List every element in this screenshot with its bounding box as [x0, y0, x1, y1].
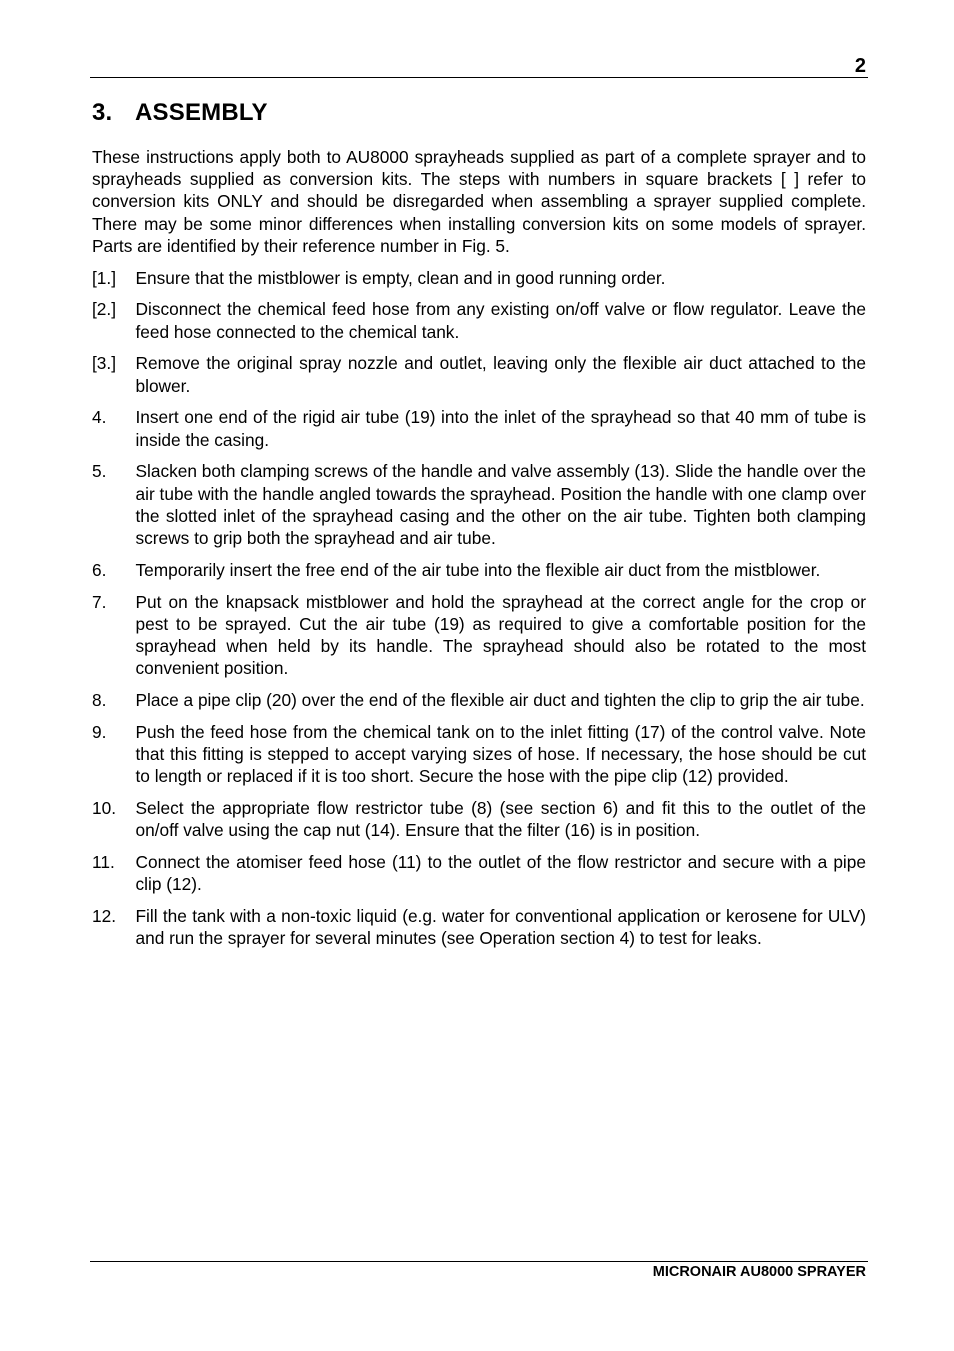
step-text: Place a pipe clip (20) over the end of the flexible air duct and tighten the clip to grip the air tube.	[135, 690, 865, 711]
step-item	[92, 797, 866, 841]
assembly-steps	[92, 267, 866, 950]
step-item	[92, 267, 866, 289]
step-text: Put on the knapsack mistblower and hold the sprayhead at the correct angle for the crop or pest to be sprayed. Cut the air tube (19) as required to give a comfortable position for the sprayhead when held by its handle. The sprayhead should also be rotated to the most convenient position.	[135, 591, 866, 679]
step-item	[92, 905, 866, 949]
step-text: Select the appropriate flow restrictor tube (8) (see section 6) and fit this to the outlet of the on/off valve using the cap nut (14). Ensure that the filter (16) is in position.	[135, 798, 866, 841]
step-item	[92, 406, 866, 450]
section-title: ASSEMBLY	[135, 99, 268, 126]
step-number: 7.	[92, 591, 107, 612]
step-number: 11.	[92, 852, 115, 873]
step-item	[92, 591, 866, 680]
footer-title: MICRONAIR AU8000 SPRAYER	[652, 1264, 866, 1280]
step-item	[92, 352, 866, 396]
step-item	[92, 721, 866, 788]
step-item	[92, 460, 866, 549]
step-item	[92, 689, 866, 711]
step-number: 8.	[92, 690, 107, 711]
step-text: Temporarily insert the free end of the air tube into the flexible air duct from the mistblower.	[135, 559, 821, 580]
step-number: [2.]	[92, 299, 117, 320]
step-number: [3.]	[92, 353, 117, 374]
intro-paragraph: These instructions apply both to AU8000 sprayheads supplied as part of a complete sprayer and to sprayheads supplied as conversion kits. The steps with numbers in square brackets [ ] refer to conversion kits ONLY and should be disregarded when assembling a sprayer supplied complete. There may be some minor differences when installing conversion kits on some models of sprayer. Parts are identified by their reference number in Fig. 5.	[92, 147, 866, 256]
step-text: Fill the tank with a non-toxic liquid (e.g. water for conventional application or kerosene for ULV) and run the sprayer for several minutes (see Operation section 4) to test for leaks.	[135, 906, 866, 949]
step-text: Slacken both clamping screws of the handle and valve assembly (13). Slide the handle over the air tube with the handle angled towards the sprayhead. Position the handle with one clamp over the slotted inlet of the sprayhead casing and the other on the air tube. Tighten both clamping screws to grip both the sprayhead and air tube.	[135, 461, 866, 549]
step-text: Ensure that the mistblower is empty, clean and in good running order.	[135, 267, 666, 288]
page-content	[92, 146, 866, 959]
step-number: 10.	[92, 798, 117, 819]
step-number: 12.	[92, 906, 117, 927]
step-number: 4.	[92, 407, 107, 428]
step-item	[92, 559, 866, 581]
step-text: Connect the atomiser feed hose (11) to the outlet of the flow restrictor and secure with a pipe clip (12).	[135, 852, 866, 895]
step-text: Insert one end of the rigid air tube (19) into the inlet of the sprayhead so that 40 mm of tube is inside the casing.	[135, 407, 866, 450]
header-rule	[90, 77, 868, 78]
step-item	[92, 298, 866, 342]
step-number: [1.]	[92, 267, 117, 288]
section-number: 3.	[92, 99, 113, 126]
step-text: Push the feed hose from the chemical tank on to the inlet fitting (17) of the control valve. Note that this fitting is stepped to accept varying sizes of hose. If necessary, the hose should be cut to length or replaced if it is too short. Secure the hose with the pipe clip (12) provided.	[135, 721, 866, 787]
page-number: 2	[854, 55, 866, 77]
section-heading	[92, 98, 268, 128]
step-number: 5.	[92, 461, 107, 482]
step-item	[92, 851, 866, 895]
step-text: Remove the original spray nozzle and outlet, leaving only the flexible air duct attached to the blower.	[135, 353, 866, 396]
step-number: 9.	[92, 721, 107, 742]
step-number: 6.	[92, 559, 107, 580]
step-text: Disconnect the chemical feed hose from any existing on/off valve or flow regulator. Leave the feed hose connected to the chemical tank.	[135, 299, 866, 342]
footer-rule	[90, 1261, 868, 1262]
